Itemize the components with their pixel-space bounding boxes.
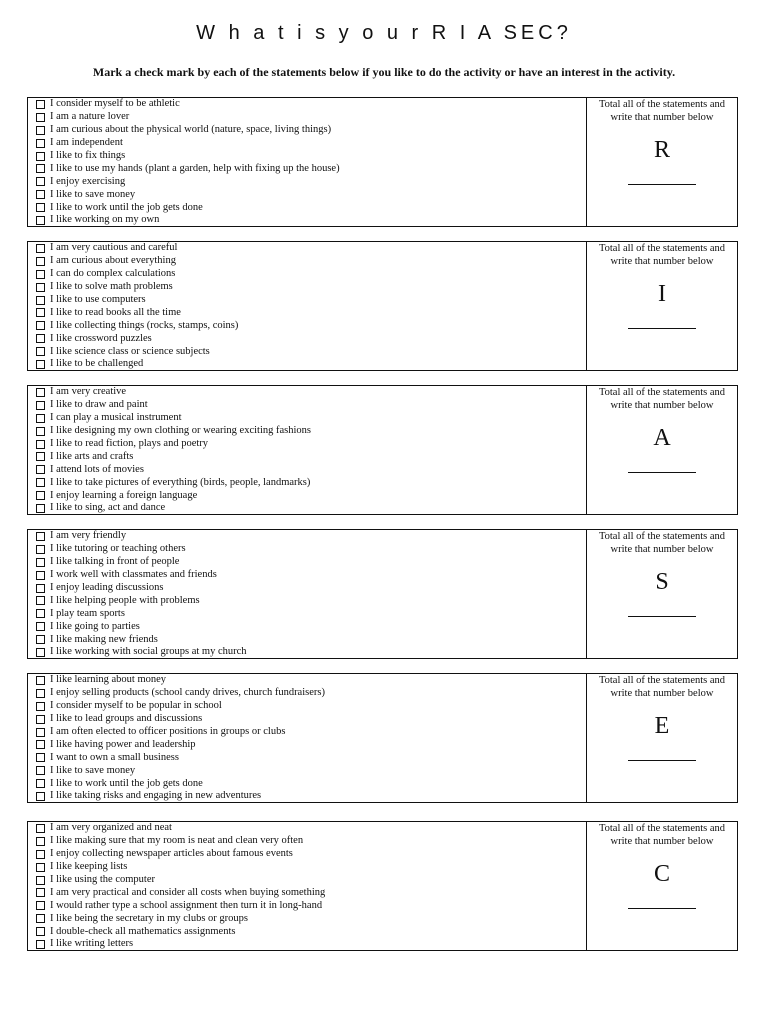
total-instruction-line2: write that number below: [610, 836, 714, 847]
total-column: [587, 674, 737, 802]
statement-label: I like to lead groups and discussions: [50, 713, 203, 725]
statement-item[interactable]: [28, 886, 586, 899]
statement-item[interactable]: [28, 556, 586, 569]
checkbox[interactable]: [36, 914, 45, 923]
statement-label: I like going to parties: [50, 620, 140, 632]
statement-item[interactable]: [28, 358, 586, 371]
total-instruction-line2: write that number below: [610, 400, 714, 411]
statement-item[interactable]: [28, 861, 586, 874]
instruction-text: Mark a check mark by each of the statements below if you like to do the activity or have an interest in the activity.: [92, 65, 676, 79]
statement-label: I am very organized and neat: [50, 822, 172, 834]
statement-label: I can do complex calculations: [50, 268, 176, 280]
statement-label: I want to own a small business: [50, 751, 179, 763]
checkbox[interactable]: [36, 321, 45, 330]
statement-label: I double-check all mathematics assignments: [50, 925, 236, 937]
statement-item[interactable]: [28, 162, 586, 175]
statement-label: I like to read fiction, plays and poetry: [50, 438, 209, 449]
checkbox[interactable]: [36, 850, 45, 859]
checkbox[interactable]: [36, 728, 45, 737]
statement-item[interactable]: [28, 124, 586, 137]
checkbox[interactable]: [36, 491, 45, 500]
statement-label: I like to read books all the time: [50, 306, 181, 318]
total-answer-blank[interactable]: [628, 760, 696, 761]
statement-label: I am often elected to officer positions in groups or clubs: [50, 726, 286, 737]
checkbox[interactable]: [36, 452, 45, 461]
checkbox[interactable]: [36, 940, 45, 949]
statement-item[interactable]: [28, 751, 586, 764]
statement-item[interactable]: [28, 835, 586, 848]
statement-list: [28, 98, 587, 226]
statement-label: I like working with social groups at my church: [50, 646, 247, 658]
total-instruction-line2: write that number below: [610, 688, 714, 699]
checkbox[interactable]: [36, 571, 45, 580]
statement-label: I like crossword puzzles: [50, 332, 152, 344]
statement-item[interactable]: [28, 925, 586, 938]
statement-label: I like writing letters: [50, 938, 134, 950]
category-letter: E: [654, 713, 670, 739]
checkbox[interactable]: [36, 779, 45, 788]
statement-item[interactable]: [28, 848, 586, 861]
total-instruction-line2: write that number below: [610, 112, 714, 123]
statement-label: I attend lots of movies: [50, 463, 144, 475]
section-e: [27, 673, 738, 803]
statement-label: I am very practical and consider all costs when buying something: [50, 886, 326, 898]
total-instruction-line2: write that number below: [610, 256, 714, 267]
statement-label: I like to sing, act and dance: [50, 502, 166, 514]
statement-label: I like using the computer: [50, 874, 155, 885]
statement-label: I enjoy leading discussions: [50, 582, 164, 593]
checkbox[interactable]: [36, 216, 45, 225]
statement-item[interactable]: [28, 764, 586, 777]
statement-item[interactable]: [28, 306, 586, 319]
checkbox[interactable]: [36, 753, 45, 762]
checkbox[interactable]: [36, 401, 45, 410]
category-letter: I: [658, 281, 666, 307]
checkbox[interactable]: [36, 360, 45, 369]
checkbox[interactable]: [36, 689, 45, 698]
statement-label: I like to use computers: [50, 294, 146, 305]
checkbox[interactable]: [36, 164, 45, 173]
total-column: [587, 242, 737, 370]
checkbox[interactable]: [36, 257, 45, 266]
statement-item[interactable]: [28, 345, 586, 358]
statement-item[interactable]: [28, 332, 586, 345]
statement-label: I am independent: [50, 137, 123, 149]
statement-label: I am very friendly: [50, 530, 127, 542]
checkbox[interactable]: [36, 388, 45, 397]
statement-item[interactable]: [28, 214, 586, 227]
statement-label: I like science class or science subjects: [50, 345, 210, 357]
statement-label: I can play a musical instrument: [50, 412, 182, 424]
statement-label: I enjoy collecting newspaper articles about famous events: [50, 848, 293, 860]
statement-item[interactable]: [28, 137, 586, 150]
statement-item[interactable]: [28, 201, 586, 214]
statement-list: [28, 530, 587, 658]
total-instruction-line1: Total all of the statements and: [598, 823, 726, 834]
statement-item[interactable]: [28, 281, 586, 294]
total-instruction-line1: Total all of the statements and: [598, 675, 726, 686]
checkbox[interactable]: [36, 296, 45, 305]
checkbox[interactable]: [36, 308, 45, 317]
statement-item[interactable]: [28, 98, 586, 111]
statement-item[interactable]: [28, 607, 586, 620]
statement-label: I like arts and crafts: [50, 450, 134, 462]
statement-label: I enjoy exercising: [50, 175, 126, 187]
statement-label: I am very cautious and careful: [50, 242, 178, 254]
statement-label: I like tutoring or teaching others: [50, 543, 186, 555]
statement-item[interactable]: [28, 646, 586, 659]
statement-item[interactable]: [28, 489, 586, 502]
statement-list: [28, 822, 587, 950]
statement-label: I like making sure that my room is neat and clean very often: [50, 835, 304, 847]
statement-item[interactable]: [28, 569, 586, 582]
statement-item[interactable]: [28, 188, 586, 201]
total-answer-blank[interactable]: [628, 328, 696, 329]
checkbox[interactable]: [36, 635, 45, 644]
checkbox[interactable]: [36, 584, 45, 593]
statement-item[interactable]: [28, 620, 586, 633]
statement-label: I like to save money: [50, 764, 136, 776]
statement-label: I consider myself to be popular in school: [50, 700, 222, 712]
total-instruction-line1: Total all of the statements and: [598, 243, 726, 254]
total-instruction-line1: Total all of the statements and: [598, 387, 726, 398]
statement-label: I enjoy selling products (school candy drives, church fundraisers): [50, 687, 325, 699]
statement-label: I like learning about money: [50, 674, 167, 686]
total-column: [587, 530, 737, 658]
statement-item[interactable]: [28, 476, 586, 489]
total-answer-blank[interactable]: [628, 472, 696, 473]
statement-label: I like making new friends: [50, 633, 158, 645]
statement-item[interactable]: [28, 111, 586, 124]
checkbox[interactable]: [36, 334, 45, 343]
statement-label: I would rather type a school assignment then turn it in long-hand: [50, 899, 323, 911]
statement-item[interactable]: [28, 530, 586, 543]
statement-label: I consider myself to be athletic: [50, 98, 180, 110]
checkbox[interactable]: [36, 888, 45, 897]
statement-item[interactable]: [28, 726, 586, 739]
statement-item[interactable]: [28, 874, 586, 887]
total-answer-blank[interactable]: [628, 908, 696, 909]
statement-label: I play team sports: [50, 607, 125, 619]
statement-item[interactable]: [28, 268, 586, 281]
statement-list: [28, 386, 587, 514]
statement-label: I like to save money: [50, 188, 136, 200]
checkbox[interactable]: [36, 283, 45, 292]
checkbox[interactable]: [36, 837, 45, 846]
checkbox[interactable]: [36, 139, 45, 148]
checkbox[interactable]: [36, 824, 45, 833]
statement-item[interactable]: [28, 543, 586, 556]
statement-label: I am curious about everything: [50, 255, 176, 267]
statement-item[interactable]: [28, 412, 586, 425]
statement-item[interactable]: [28, 319, 586, 332]
checkbox[interactable]: [36, 702, 45, 711]
statement-label: I work well with classmates and friends: [50, 569, 217, 581]
total-instruction-line1: Total all of the statements and: [598, 99, 726, 110]
statement-item[interactable]: [28, 255, 586, 268]
statement-label: I like taking risks and engaging in new adventures: [50, 790, 262, 802]
checkbox[interactable]: [36, 927, 45, 936]
statement-label: I like to work until the job gets done: [50, 777, 203, 789]
section-i: [27, 241, 738, 371]
statement-label: I like to draw and paint: [50, 399, 148, 411]
statement-label: I like to fix things: [50, 150, 126, 161]
statement-label: I like being the secretary in my clubs or groups: [50, 912, 248, 924]
statement-label: I like collecting things (rocks, stamps, coins): [50, 319, 239, 331]
statement-item[interactable]: [28, 899, 586, 912]
statement-label: I like working on my own: [50, 214, 160, 226]
checkbox[interactable]: [36, 863, 45, 872]
checkbox[interactable]: [36, 676, 45, 685]
statement-item[interactable]: [28, 777, 586, 790]
total-answer-blank[interactable]: [628, 184, 696, 185]
checkbox[interactable]: [36, 558, 45, 567]
checkbox[interactable]: [36, 244, 45, 253]
statement-label: I like to be challenged: [50, 358, 144, 370]
statement-item[interactable]: [28, 822, 586, 835]
checkbox[interactable]: [36, 177, 45, 186]
statement-item[interactable]: [28, 463, 586, 476]
total-instruction-line1: Total all of the statements and: [598, 531, 726, 542]
checkbox[interactable]: [36, 414, 45, 423]
checkbox[interactable]: [36, 113, 45, 122]
statement-item[interactable]: [28, 790, 586, 803]
statement-item[interactable]: [28, 425, 586, 438]
statement-item[interactable]: [28, 594, 586, 607]
statement-list: [28, 242, 587, 370]
checkbox[interactable]: [36, 270, 45, 279]
checkbox[interactable]: [36, 427, 45, 436]
statement-label: I am curious about the physical world (nature, space, living things): [50, 124, 332, 136]
total-answer-blank[interactable]: [628, 616, 696, 617]
checkbox[interactable]: [36, 478, 45, 487]
checkbox[interactable]: [36, 766, 45, 775]
statement-item[interactable]: [28, 938, 586, 951]
statement-label: I like to take pictures of everything (birds, people, landmarks): [50, 476, 311, 488]
checkbox[interactable]: [36, 504, 45, 513]
statement-item[interactable]: [28, 713, 586, 726]
statement-label: I like having power and leadership: [50, 738, 196, 750]
checkbox[interactable]: [36, 715, 45, 724]
statement-label: I like talking in front of people: [50, 556, 180, 568]
checkbox[interactable]: [36, 347, 45, 356]
statement-label: I like to solve math problems: [50, 281, 173, 293]
checkbox[interactable]: [36, 545, 45, 554]
statement-label: I like keeping lists: [50, 861, 128, 873]
statement-item[interactable]: [28, 912, 586, 925]
checkbox[interactable]: [36, 440, 45, 449]
total-instruction-line2: write that number below: [610, 544, 714, 555]
statement-list: [28, 674, 587, 802]
statement-item[interactable]: [28, 738, 586, 751]
statement-item[interactable]: [28, 438, 586, 451]
category-letter: C: [653, 861, 670, 887]
checkbox[interactable]: [36, 152, 45, 161]
category-letter: R: [653, 137, 670, 163]
statement-label: I like to use my hands (plant a garden, help with fixing up the house): [50, 162, 340, 174]
section-a: [27, 385, 738, 515]
checkbox[interactable]: [36, 740, 45, 749]
statement-label: I am very creative: [50, 386, 127, 398]
statement-label: I am a nature lover: [50, 111, 130, 123]
category-letter: S: [655, 569, 669, 595]
checkbox[interactable]: [36, 100, 45, 109]
total-column: [587, 98, 737, 226]
statement-item[interactable]: [28, 582, 586, 595]
statement-item[interactable]: [28, 633, 586, 646]
statement-item[interactable]: [28, 386, 586, 399]
statement-item[interactable]: [28, 502, 586, 515]
checkbox[interactable]: [36, 596, 45, 605]
checkbox[interactable]: [36, 465, 45, 474]
statement-item[interactable]: [28, 450, 586, 463]
section-s: [27, 529, 738, 659]
statement-item[interactable]: [28, 700, 586, 713]
checkbox[interactable]: [36, 792, 45, 801]
checkbox[interactable]: [36, 901, 45, 910]
statement-item[interactable]: [28, 150, 586, 163]
checkbox[interactable]: [36, 190, 45, 199]
statement-item[interactable]: [28, 687, 586, 700]
checkbox[interactable]: [36, 648, 45, 657]
checkbox[interactable]: [36, 126, 45, 135]
checkbox[interactable]: [36, 876, 45, 885]
total-column: [587, 822, 737, 950]
checkbox[interactable]: [36, 622, 45, 631]
checkbox[interactable]: [36, 609, 45, 618]
statement-item[interactable]: [28, 674, 586, 687]
statement-item[interactable]: [28, 242, 586, 255]
category-letter: A: [653, 425, 671, 451]
checkbox[interactable]: [36, 203, 45, 212]
page-title: W h a t i s y o u r R I A SEC?: [196, 22, 572, 44]
statement-label: I enjoy learning a foreign language: [50, 489, 198, 501]
statement-label: I like to work until the job gets done: [50, 201, 203, 213]
checkbox[interactable]: [36, 532, 45, 541]
total-column: [587, 386, 737, 514]
section-c: [27, 821, 738, 951]
statement-item[interactable]: [28, 175, 586, 188]
section-r: [27, 97, 738, 227]
statement-item[interactable]: [28, 294, 586, 307]
statement-label: I like helping people with problems: [50, 594, 200, 606]
statement-label: I like designing my own clothing or wearing exciting fashions: [50, 425, 311, 437]
statement-item[interactable]: [28, 399, 586, 412]
